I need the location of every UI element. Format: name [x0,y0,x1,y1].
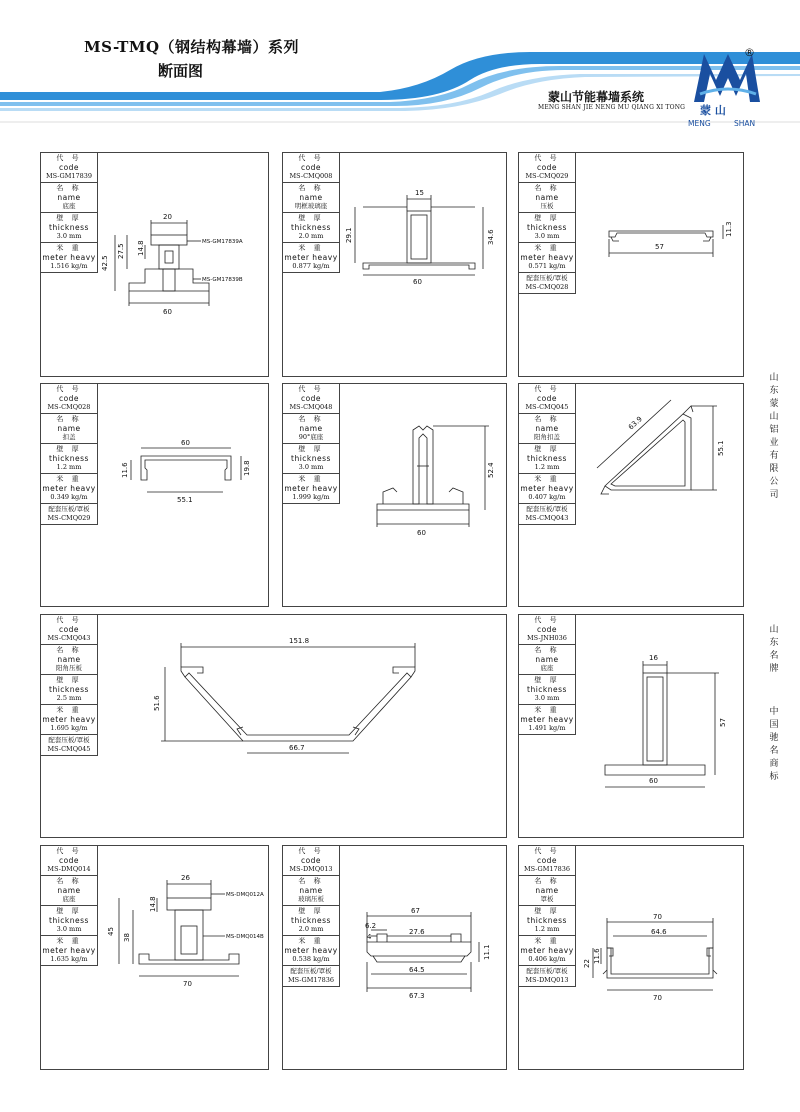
thickness-label-en: thickness [527,916,567,925]
brand-logo [686,44,770,130]
profile-panel [282,152,507,377]
profile-drawing [583,394,741,514]
name-label-en: name [57,193,81,202]
match-value: MS-CMQ029 [47,514,91,522]
dim-label: 70 [653,994,662,1002]
dim-label: 29.1 [345,227,353,243]
dim-label: 11.1 [483,944,491,960]
name-label-en: name [535,424,559,433]
match-label: 配套压板/罩板 [526,274,568,282]
dim-label: 57 [719,718,727,727]
dim-label: 55.1 [177,496,193,504]
weight-value: 0.407 kg/m [528,493,566,501]
header-band [0,0,800,140]
thickness-value: 1.2 mm [56,463,82,471]
weight-label: 米 重 [56,244,82,252]
name-value: 90°底座 [298,433,324,441]
dim-label: 60 [163,308,172,316]
spec-table [41,846,98,966]
code-value: MS-CMQ048 [289,403,333,411]
thickness-label: 壁 厚 [298,214,324,222]
weight-label-en: meter heavy [42,715,96,724]
name-value: 压板 [540,202,554,210]
company-name: 蒙山节能幕墙系统 [548,90,645,104]
thickness-value: 2.0 mm [298,925,324,933]
profile-panel [518,383,744,607]
dim-label: 52.4 [487,462,495,478]
thickness-label: 壁 厚 [56,445,82,453]
name-label-en: name [57,886,81,895]
code-value: MS-CMQ043 [47,634,91,642]
weight-label: 米 重 [298,475,324,483]
dim-label: 6.2 [365,922,377,930]
dim-label: 42.5 [101,255,109,271]
code-label: 代 号 [56,154,82,162]
side-company: 山 东 蒙 山 铝 业 有 限 公 司 [769,373,779,500]
company-pinyin: MENG SHAN JIE NENG MU QIANG XI TONG [538,104,686,111]
match-label: 配套压板/罩板 [48,736,90,744]
spec-table [519,153,576,294]
code-label: 代 号 [534,847,560,855]
weight-label-en: meter heavy [42,946,96,955]
name-label-en: name [57,655,81,664]
code-label-en: code [536,625,558,634]
code-label-en: code [58,625,80,634]
weight-value: 1.516 kg/m [50,262,88,270]
dim-label: 67 [411,907,420,915]
code-label: 代 号 [298,385,324,393]
code-value: MS-CMQ008 [289,172,333,180]
weight-label-en: meter heavy [520,946,574,955]
name-label: 名 称 [534,415,560,423]
profile-drawing [347,414,503,544]
code-label-en: code [536,856,558,865]
thickness-label-en: thickness [527,685,567,694]
dim-label: 22 [583,959,591,968]
weight-label: 米 重 [298,244,324,252]
code-value: MS-CMQ029 [525,172,569,180]
weight-value: 0.877 kg/m [292,262,330,270]
thickness-value: 2.0 mm [298,232,324,240]
code-label-en: code [300,163,322,172]
profile-drawing [101,193,266,333]
thickness-label: 壁 厚 [56,907,82,915]
weight-label: 米 重 [56,706,82,714]
thickness-label: 壁 厚 [298,907,324,915]
dim-label: 70 [183,980,192,988]
weight-label-en: meter heavy [520,715,574,724]
match-label: 配套压板/罩板 [290,967,332,975]
profile-drawing [579,908,741,1008]
code-label: 代 号 [298,154,324,162]
weight-value: 0.406 kg/m [528,955,566,963]
thickness-label: 壁 厚 [534,214,560,222]
spec-table [283,384,340,504]
side-slogan-1: 山 东 名 牌 [769,625,779,674]
name-label: 名 称 [534,646,560,654]
code-value: MS-CMQ045 [525,403,569,411]
name-label: 名 称 [534,184,560,192]
dim-label: 34.6 [487,229,495,245]
dim-label: 151.8 [289,637,310,645]
weight-label: 米 重 [534,706,560,714]
name-value: 阳角压板 [56,664,82,672]
spec-table [283,153,340,273]
weight-label-en: meter heavy [42,484,96,493]
profile-drawing [589,209,739,269]
name-label: 名 称 [298,184,324,192]
code-label: 代 号 [534,385,560,393]
name-label: 名 称 [298,415,324,423]
registered-mark: ® [744,46,755,59]
dim-label: 27.6 [409,928,425,936]
thickness-value: 3.0 mm [534,232,560,240]
spec-table [519,615,576,735]
code-label-en: code [300,856,322,865]
callout-label: MS-GM17839B [202,277,243,283]
match-value: MS-DMQ013 [525,976,569,984]
weight-label-en: meter heavy [284,946,338,955]
dim-label: 55.1 [717,440,725,456]
dim-label: 70 [653,913,662,921]
profile-drawing [103,872,267,992]
spec-table [41,384,98,525]
code-label-en: code [58,394,80,403]
name-label: 名 称 [56,184,82,192]
spec-table [283,846,340,987]
code-label-en: code [58,163,80,172]
thickness-value: 3.0 mm [534,694,560,702]
thickness-value: 1.2 mm [534,463,560,471]
weight-label: 米 重 [534,244,560,252]
profile-drawing [141,633,471,773]
name-label: 名 称 [298,877,324,885]
page-subtitle: 断面图 [158,62,204,80]
spec-table [519,846,576,987]
name-value: 扣盖 [62,433,76,441]
dim-label: 14.8 [137,240,145,256]
svg-text:SHAN: SHAN [734,119,756,128]
weight-value: 1.491 kg/m [528,724,566,732]
dim-label: 20 [163,213,172,221]
code-label: 代 号 [56,385,82,393]
dim-label: 64.6 [651,928,667,936]
match-label: 配套压板/罩板 [526,505,568,513]
profile-drawing [343,181,503,291]
profile-drawing [103,434,265,524]
name-label: 名 称 [56,415,82,423]
weight-label-en: meter heavy [520,484,574,493]
name-label: 名 称 [56,877,82,885]
code-label: 代 号 [56,847,82,855]
dim-label: 57 [655,243,664,251]
spec-table [41,153,98,273]
weight-label-en: meter heavy [284,484,338,493]
profile-panel [282,383,507,607]
code-value: MS-CMQ028 [47,403,91,411]
weight-label: 米 重 [298,937,324,945]
dim-label: 60 [417,529,426,537]
name-label-en: name [299,193,323,202]
name-value: 阳角扣盖 [534,433,560,441]
code-value: MS-JNH036 [527,634,567,642]
thickness-label-en: thickness [291,223,331,232]
name-label-en: name [299,424,323,433]
thickness-value: 3.0 mm [56,232,82,240]
dim-label: 27.5 [117,243,125,259]
dim-label: 11.6 [593,948,601,964]
dim-label: 60 [181,439,190,447]
thickness-label: 壁 厚 [56,214,82,222]
profile-panel [518,845,744,1070]
name-label-en: name [57,424,81,433]
profile-drawing [583,645,741,795]
code-label: 代 号 [56,616,82,624]
profile-panel [40,845,269,1070]
name-value: 底座 [540,664,554,672]
weight-label-en: meter heavy [284,253,338,262]
thickness-label-en: thickness [527,454,567,463]
dim-label: 11.3 [725,221,733,237]
name-label-en: name [535,886,559,895]
thickness-label-en: thickness [49,916,89,925]
weight-value: 1.635 kg/m [50,955,88,963]
code-value: MS-GM17836 [523,865,571,873]
profile-panel [518,614,744,838]
code-value: MS-GM17839 [45,172,93,180]
weight-value: 0.349 kg/m [50,493,88,501]
code-value: MS-DMQ013 [289,865,333,873]
dim-label: 67.3 [409,992,425,1000]
dim-label: 19.8 [243,460,251,476]
dim-label: 45 [107,927,115,936]
spec-table [519,384,576,525]
weight-label-en: meter heavy [520,253,574,262]
thickness-label-en: thickness [291,454,331,463]
thickness-value: 3.0 mm [298,463,324,471]
thickness-label-en: thickness [291,916,331,925]
dim-label: 66.7 [289,744,305,752]
code-label-en: code [300,394,322,403]
thickness-value: 1.2 mm [534,925,560,933]
dim-label: 64.5 [409,966,425,974]
name-label: 名 称 [56,646,82,654]
weight-value: 0.538 kg/m [292,955,330,963]
thickness-label: 壁 厚 [534,445,560,453]
name-value: 玻璃压板 [298,895,324,903]
code-label: 代 号 [298,847,324,855]
dim-label: 60 [413,278,422,286]
match-value: MS-CMQ043 [525,514,569,522]
name-value: 底座 [62,895,76,903]
match-value: MS-GM17836 [287,976,335,984]
dim-label: 4 [367,933,372,941]
match-label: 配套压板/罩板 [48,505,90,513]
callout-label: MS-GM17839A [202,239,243,245]
name-label-en: name [299,886,323,895]
weight-value: 1.695 kg/m [50,724,88,732]
dim-label: 51.6 [153,695,161,711]
name-label-en: name [535,655,559,664]
thickness-label-en: thickness [49,454,89,463]
thickness-label-en: thickness [49,223,89,232]
name-value: 底座 [62,202,76,210]
dim-label: 14.8 [149,896,157,912]
thickness-value: 3.0 mm [56,925,82,933]
thickness-label: 壁 厚 [534,907,560,915]
code-value: MS-DMQ014 [47,865,91,873]
dim-label: 26 [181,874,190,882]
thickness-label: 壁 厚 [298,445,324,453]
match-value: MS-CMQ045 [47,745,91,753]
dim-label: 11.6 [121,462,129,478]
thickness-label: 壁 厚 [56,676,82,684]
page-title: MS-TMQ（钢结构幕墙）系列 [84,38,300,56]
name-value: 罩板 [540,895,554,903]
callout-label: MS-DMQ014B [226,934,264,940]
match-label: 配套压板/罩板 [526,967,568,975]
thickness-label-en: thickness [527,223,567,232]
match-value: MS-CMQ028 [525,283,569,291]
code-label-en: code [58,856,80,865]
weight-label: 米 重 [56,475,82,483]
weight-value: 0.571 kg/m [528,262,566,270]
weight-label-en: meter heavy [42,253,96,262]
dim-label: 63.9 [626,415,644,432]
svg-text:MENG: MENG [688,119,711,128]
profile-panel [40,614,507,838]
code-label-en: code [536,163,558,172]
spec-table [41,615,98,756]
name-label: 名 称 [534,877,560,885]
callout-label: MS-DMQ012A [226,892,264,898]
weight-label: 米 重 [534,937,560,945]
thickness-value: 2.5 mm [56,694,82,702]
profile-panel [40,152,269,377]
profile-drawing [347,902,505,1022]
thickness-label: 壁 厚 [534,676,560,684]
dim-label: 60 [649,777,658,785]
side-slogan-2: 中 国 驰 名 商 标 [769,707,779,782]
profile-panel [282,845,507,1070]
name-label-en: name [535,193,559,202]
dim-label: 16 [649,654,658,662]
weight-value: 1.999 kg/m [292,493,330,501]
code-label: 代 号 [534,154,560,162]
profile-panel [518,152,744,377]
name-value: 明框玻璃座 [294,202,328,210]
weight-label: 米 重 [56,937,82,945]
code-label-en: code [536,394,558,403]
weight-label: 米 重 [534,475,560,483]
svg-text:蒙 山: 蒙 山 [700,104,726,117]
profile-panel [40,383,269,607]
dim-label: 38 [123,933,131,942]
code-label: 代 号 [534,616,560,624]
dim-label: 15 [415,189,424,197]
thickness-label-en: thickness [49,685,89,694]
